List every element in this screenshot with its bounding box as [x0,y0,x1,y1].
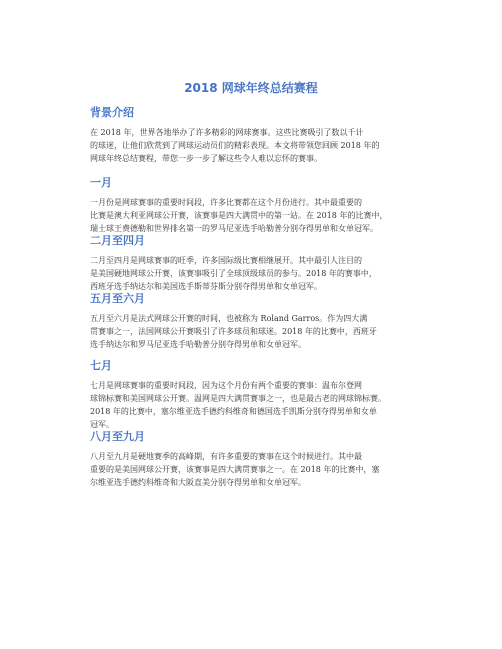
paragraph-line: 五月至六月是法式网球公开赛的时间，也被称为 Roland Garros。作为四大满 [90,314,368,323]
section-heading: 二月至四月 [90,234,145,247]
section-heading: 七月 [90,359,112,372]
paragraph-line: 在 2018 年，世界各地举办了许多精彩的网球赛事。这些比赛吸引了数以千计 [90,128,364,137]
paragraph-line: 二月至四月是网球赛事的旺季，许多国际级比赛相继展开。其中最引人注目的 [90,256,362,265]
section-paragraph [90,450,435,489]
paragraph-line: 比赛是澳大利亚网球公开赛，该赛事是四大满贯中的第一站。在 2018 年的比赛中， [90,211,388,220]
section-heading: 五月至六月 [90,292,145,305]
paragraph-line: 重要的是美国网球公开赛，该赛事是四大满贯赛事之一。在 2018 年的比赛中，塞 [90,465,380,474]
section-paragraph [90,126,435,165]
paragraph-line: 网球年终总结赛程，带您一步一步了解这些令人难以忘怀的赛事。 [90,154,322,163]
paragraph-line: 一月份是网球赛事的重要时间段，许多比赛都在这个月份进行。其中最重要的 [90,198,362,207]
paragraph-line: 球锦标赛和美国网球公开赛。温网是四大满贯赛事之一，也是最古老的网球锦标赛。 [90,394,386,403]
section-january [90,176,435,235]
paragraph-line: 冠军。 [90,420,114,429]
paragraph-line: 是美国硬地网球公开赛，该赛事吸引了全球顶级球员的参与。2018 年的赛事中， [90,269,377,278]
paragraph-line: 瑞士球王费德勒和世界排名第一的罗马尼亚选手哈勒普分别夺得男单和女单冠军。 [90,224,378,233]
section-paragraph [90,254,435,293]
section-paragraph [90,312,435,351]
section-heading: 背景介绍 [90,106,134,119]
document-title: 2018 网球年终总结赛程 [184,81,318,95]
paragraph-line: 七月是网球赛事的重要时间段，因为这个月份有两个重要的赛事：温布尔登网 [90,381,362,390]
paragraph-line: 八月至九月是硬地赛季的高峰期，有许多重要的赛事在这个时候进行。其中最 [90,452,362,461]
paragraph-line: 尔维亚选手德约科维奇和大阪直美分别夺得男单和女单冠军。 [90,478,306,487]
section-february-april [90,234,435,293]
section-july [90,359,435,431]
paragraph-line: 选手纳达尔和罗马尼亚选手哈勒普分别夺得男单和女单冠军。 [90,340,306,349]
paragraph-line: 2018 年的比赛中，塞尔维亚选手德约科维奇和德国选手凯斯分别夺得男单和女单 [90,407,377,416]
paragraph-line: 贯赛事之一，法国网球公开赛吸引了许多球员和球迷。2018 年的比赛中，西班牙 [90,327,377,336]
paragraph-line: 西班牙选手纳达尔和美国选手斯蒂芬斯分别夺得男单和女单冠军。 [90,282,322,291]
section-paragraph [90,379,435,431]
section-august-september [90,430,435,489]
section-heading: 一月 [90,176,112,189]
section-paragraph [90,196,435,235]
paragraph-line: 的球迷，让他们欣赏到了网球运动员们的精彩表现。本文将带领您回顾 2018 年的 [90,141,380,150]
section-may-june [90,292,435,351]
section-background [90,106,435,165]
section-heading: 八月至九月 [90,430,145,443]
